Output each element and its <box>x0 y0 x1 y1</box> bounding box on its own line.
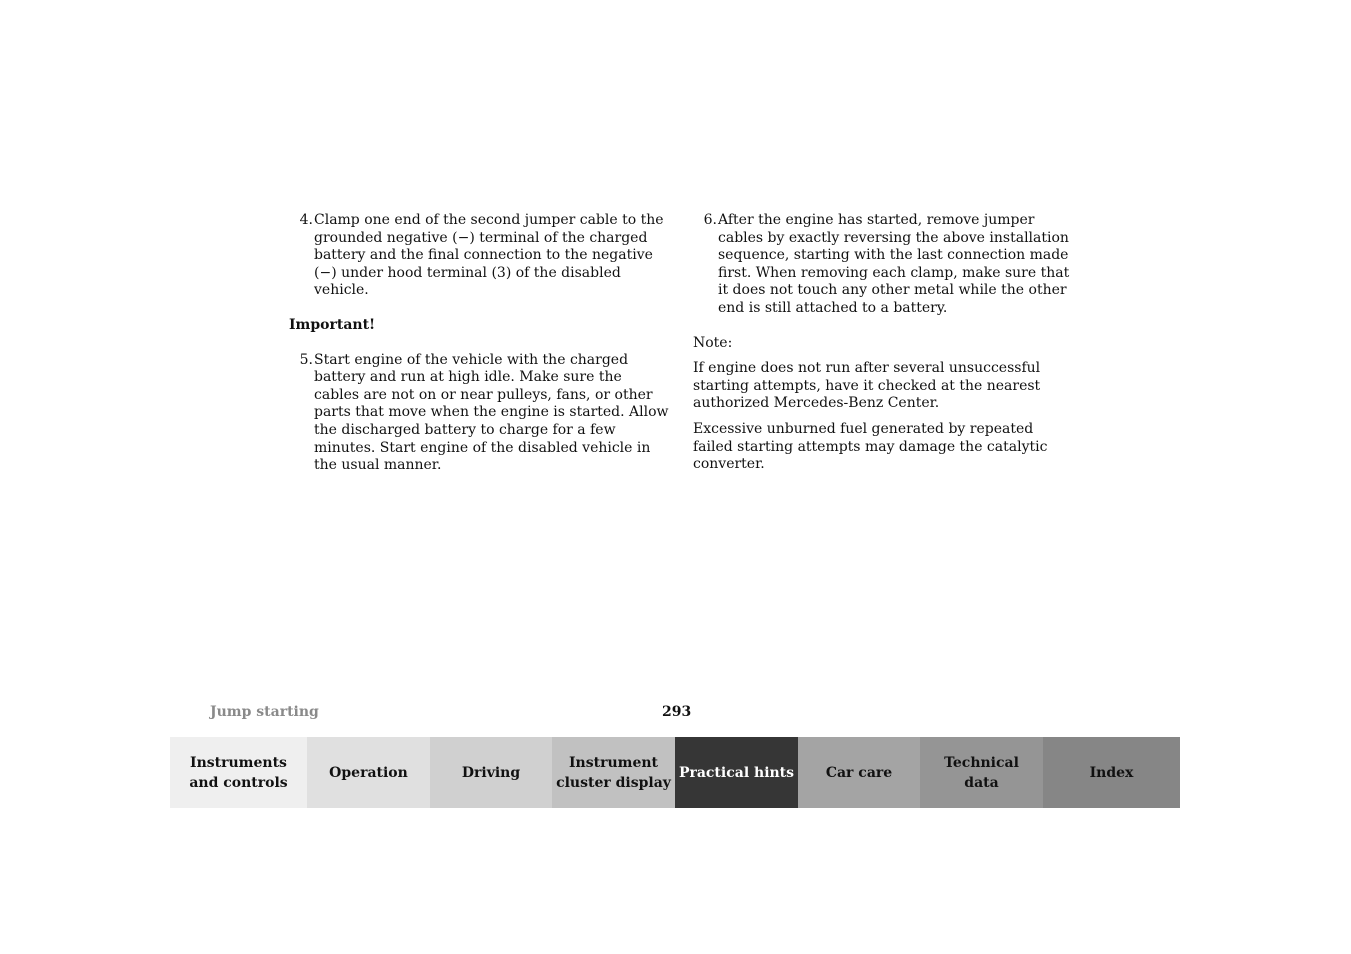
tab-operation[interactable]: Operation <box>307 737 430 808</box>
step-4 <box>289 212 669 300</box>
step-text: After the engine has started, remove jumper cables by exactly reversing the above installation sequence, starting with the last connection made first. When removing each clamp, make sure that it does not touch any other metal while the other end is still attached to a battery. <box>718 212 1070 316</box>
tab-instruments-and-controls[interactable]: Instruments and controls <box>170 737 307 808</box>
tab-technical-data[interactable]: Technical data <box>920 737 1043 808</box>
note-paragraph: Excessive unburned fuel generated by repeated failed starting attempts may damage the catalytic converter. <box>693 420 1048 473</box>
step-6 <box>693 212 1073 318</box>
left-column <box>289 212 669 492</box>
page-number: 293 <box>662 704 692 720</box>
tab-car-care[interactable]: Car care <box>798 737 920 808</box>
step-text: Clamp one end of the second jumper cable to the grounded negative (−) terminal of the charged battery and the final connection to the negative (−) under hood terminal (3) of the disabled vehicle. <box>314 212 664 299</box>
step-number: 4. <box>299 212 313 228</box>
tab-index[interactable]: Index <box>1043 737 1180 808</box>
note-paragraph: If engine does not run after several unsuccessful starting attempts, have it checked at the nearest authorized Mercedes-Benz Center. <box>693 360 1041 412</box>
step-number: 5. <box>299 351 313 368</box>
important-heading: Important! <box>289 316 376 333</box>
section-title: Jump starting <box>210 704 319 720</box>
chapter-navigation <box>170 737 1180 808</box>
tab-practical-hints[interactable]: Practical hints <box>675 737 798 808</box>
step-5 <box>289 352 669 475</box>
note-label: Note: <box>693 334 733 351</box>
step-number: 6. <box>703 212 717 228</box>
tab-instrument-cluster-display[interactable]: Instrument cluster display <box>552 737 675 808</box>
tab-driving[interactable]: Driving <box>430 737 552 808</box>
right-column <box>693 212 1073 482</box>
step-text: Start engine of the vehicle with the charged battery and run at high idle. Make sure the cables are not on or near pulleys, fans, or other parts that move when the engine is started. Allow the discharged battery to charge for a few minutes. Start engine of the disabled vehicle in the usual manner. <box>314 351 669 474</box>
